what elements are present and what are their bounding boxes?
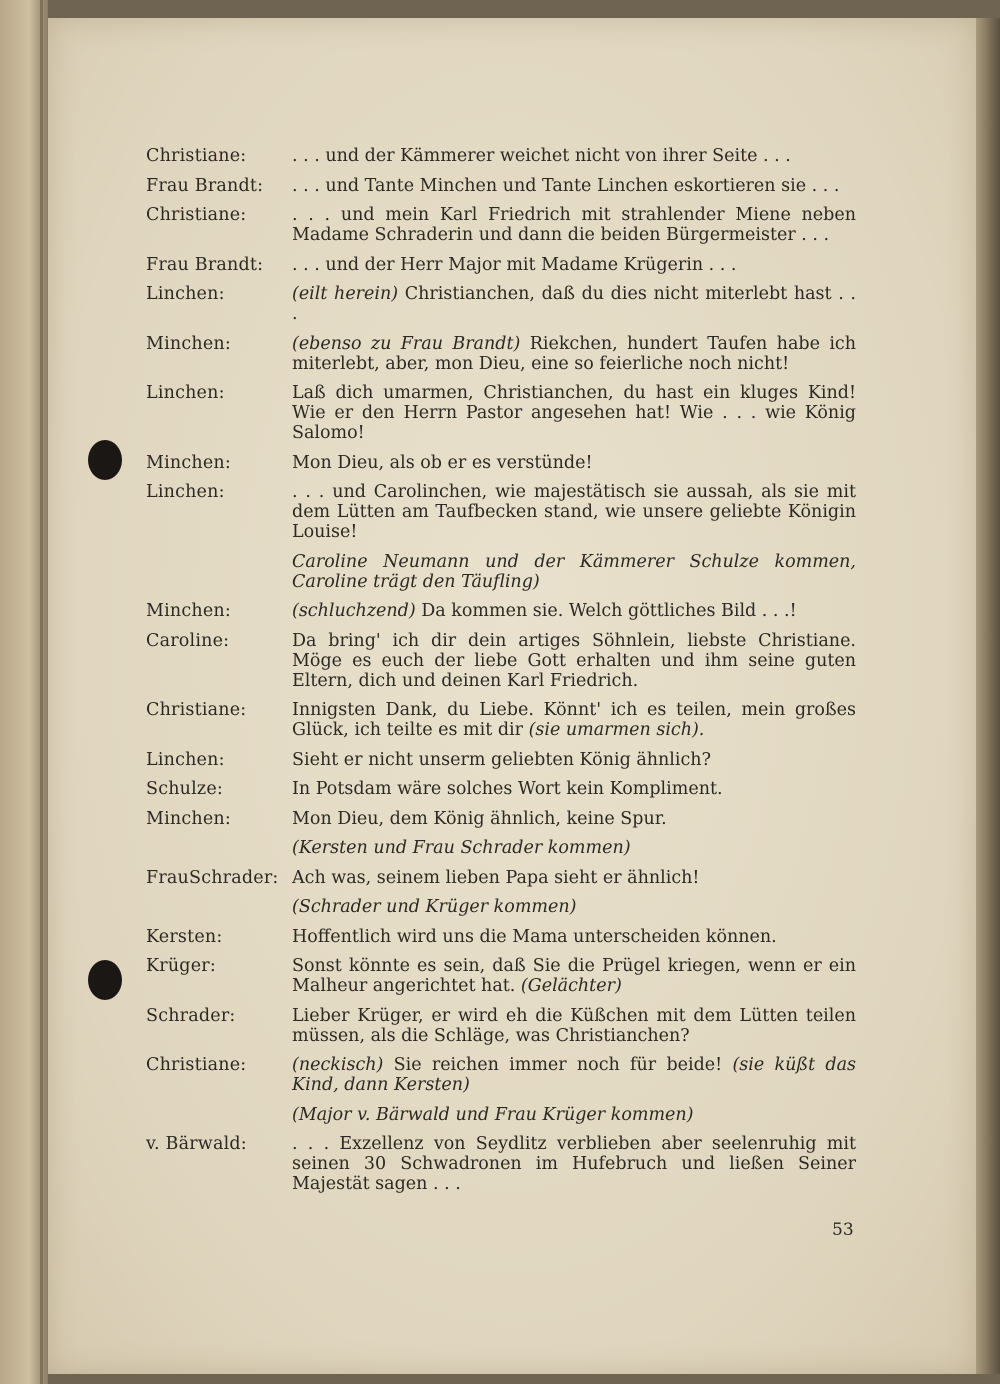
spoken-text: Ach was, seinem lieben Papa sieht er ähnlich! xyxy=(292,867,700,888)
spoken-text: Da bring' ich dir dein artiges Söhnlein, liebste Christiane. Möge es euch der liebe Gott erhalten und ihm seine guten Eltern, dich und deinen Karl Friedrich. xyxy=(292,630,856,691)
dialogue-text xyxy=(292,897,856,917)
speaker-name: Linchen: xyxy=(146,749,225,770)
spoken-text: . . . und der Herr Major mit Madame Krügerin . . . xyxy=(292,254,737,275)
stage-direction: Caroline Neumann und der Kämmerer Schulze kommen, Caroline trägt den Täufling) xyxy=(292,551,856,592)
stage-direction: (sie umarmen sich). xyxy=(528,720,705,740)
speaker-name: v. Bärwald: xyxy=(146,1134,247,1154)
dialogue-text xyxy=(292,838,856,858)
speaker-name: Schulze: xyxy=(146,779,224,799)
speaker-name: Linchen: xyxy=(146,284,225,304)
dialogue-text xyxy=(292,868,856,888)
dialogue-text xyxy=(292,956,856,996)
punch-hole xyxy=(88,960,122,1000)
spoken-text: Innigsten Dank, du Liebe. Könnt' ich es teilen, mein großes Glück, ich teilte es mit dir xyxy=(292,700,856,740)
stage-direction: (schluchzend) xyxy=(292,601,416,621)
dialogue-line xyxy=(146,383,856,443)
dialogue-line xyxy=(146,779,856,799)
dialogue-line xyxy=(146,631,856,691)
dialogue-text xyxy=(292,284,856,324)
stage-direction: (ebenso zu Frau Brandt) xyxy=(292,333,521,354)
dialogue-line xyxy=(146,700,856,740)
dialogue-line xyxy=(146,750,856,770)
spoken-text: In Potsdam wäre solches Wort kein Kompliment. xyxy=(292,779,723,799)
speaker-name: Kersten: xyxy=(146,926,223,947)
dialogue-text xyxy=(292,601,856,621)
speaker-name: Minchen: xyxy=(146,452,231,473)
spoken-text: . . . Exzellenz von Seydlitz verblieben aber seelenruhig mit seinen 30 Schwadronen im Hufebruch und ließen Seiner Majestät sagen . . . xyxy=(292,1134,856,1194)
speaker-name xyxy=(146,897,292,917)
spoken-text: Da kommen sie. Welch göttliches Bild . . .! xyxy=(415,601,797,621)
speaker-name: Christiane: xyxy=(146,205,247,225)
book-spine xyxy=(40,0,43,1384)
dialogue-text xyxy=(292,750,856,770)
dialogue-line xyxy=(146,1055,856,1095)
dialogue-text xyxy=(292,809,856,829)
stage-direction: (sie küßt das Kind, dann Kersten) xyxy=(292,1055,856,1095)
speaker-name: Linchen: xyxy=(146,383,225,403)
dialogue-text xyxy=(292,700,856,740)
spoken-text: . . . und mein Karl Friedrich mit strahlender Miene neben Madame Schraderin und dann die beiden Bürgermeister . . . xyxy=(292,205,856,245)
dialogue-line xyxy=(146,255,856,275)
dialogue-text xyxy=(292,383,856,443)
stage-direction: (Schrader und Krüger kommen) xyxy=(292,897,577,917)
dialogue-text xyxy=(292,453,856,473)
spoken-text: . . . und Carolinchen, wie majestätisch sie aussah, als sie mit dem Lütten am Taufbecken stand, wie unsere geliebte Königin Louise! xyxy=(292,482,856,542)
spoken-text: Christianchen, daß du dies nicht miterlebt hast . . . xyxy=(292,284,856,324)
speaker-name xyxy=(146,838,292,858)
spoken-text: Mon Dieu, dem König ähnlich, keine Spur. xyxy=(292,808,667,829)
speaker-name xyxy=(146,1105,292,1125)
spoken-text: Sieht er nicht unserm geliebten König ähnlich? xyxy=(292,749,711,770)
spoken-text: Riekchen, hundert Taufen habe ich miterlebt, aber, mon Dieu, eine so feierliche noch nicht! xyxy=(292,333,856,374)
punch-hole xyxy=(88,440,122,480)
speaker-name: Christiane: xyxy=(146,700,247,720)
dialogue-line xyxy=(146,927,856,947)
dialogue-line xyxy=(146,601,856,621)
speaker-name: Linchen: xyxy=(146,482,225,502)
dialogue-text xyxy=(292,1055,856,1095)
stage-direction: (neckisch) xyxy=(292,1055,384,1075)
stage-direction: (Gelächter) xyxy=(520,976,622,996)
spoken-text: Sie reichen immer noch für beide! xyxy=(383,1055,733,1075)
speaker-name: Minchen: xyxy=(146,333,231,354)
speaker-name: Minchen: xyxy=(146,808,231,829)
speaker-name: Schrader: xyxy=(146,1005,236,1026)
dialogue-line xyxy=(146,482,856,542)
dialogue-text xyxy=(292,176,856,196)
dialogue-line xyxy=(146,1006,856,1046)
dialogue-line xyxy=(146,284,856,324)
dialogue-text xyxy=(292,552,856,592)
page-number: 53 xyxy=(832,1220,854,1240)
dialogue-line xyxy=(146,897,856,917)
speaker-name: Minchen: xyxy=(146,601,231,621)
dialogue-line xyxy=(146,453,856,473)
dialogue-line xyxy=(146,146,856,166)
dialogue-text xyxy=(292,779,856,799)
spoken-text: Lieber Krüger, er wird eh die Küßchen mit dem Lütten teilen müssen, als die Schläge, was Christianchen? xyxy=(292,1005,856,1046)
dialogue-text xyxy=(292,1134,856,1194)
dialogue-line xyxy=(146,552,856,592)
page-edge-shadow xyxy=(976,18,1000,1374)
stage-direction: (Kersten und Frau Schrader kommen) xyxy=(292,838,631,858)
dialogue-text xyxy=(292,482,856,542)
dialogue-text xyxy=(292,1006,856,1046)
dialogue-text xyxy=(292,146,856,166)
stage-direction: (Major v. Bärwald und Frau Krüger kommen) xyxy=(292,1104,694,1125)
dialogue-text xyxy=(292,1105,856,1125)
dialogue-line xyxy=(146,205,856,245)
dialogue-line xyxy=(146,334,856,374)
speaker-name: Christiane: xyxy=(146,146,247,166)
speaker-name xyxy=(146,552,292,592)
spoken-text: Hoffentlich wird uns die Mama unterscheiden können. xyxy=(292,926,777,947)
dialogue-text xyxy=(292,927,856,947)
play-script xyxy=(146,146,856,1204)
dialogue-line xyxy=(146,1105,856,1125)
dialogue-line xyxy=(146,176,856,196)
dialogue-line xyxy=(146,838,856,858)
speaker-name: Krüger: xyxy=(146,956,216,976)
dialogue-text xyxy=(292,631,856,691)
dialogue-text xyxy=(292,334,856,374)
dialogue-line xyxy=(146,809,856,829)
dialogue-text xyxy=(292,205,856,245)
speaker-name: FrauSchrader: xyxy=(146,867,279,888)
dialogue-line xyxy=(146,1134,856,1194)
dialogue-line xyxy=(146,956,856,996)
speaker-name: Christiane: xyxy=(146,1055,247,1075)
spoken-text: . . . und Tante Minchen und Tante Linchen eskortieren sie . . . xyxy=(292,175,840,196)
speaker-name: Caroline: xyxy=(146,630,230,651)
dialogue-line xyxy=(146,868,856,888)
spoken-text: . . . und der Kämmerer weichet nicht von ihrer Seite . . . xyxy=(292,146,791,166)
speaker-name: Frau Brandt: xyxy=(146,175,264,196)
spoken-text: Laß dich umarmen, Christianchen, du hast ein kluges Kind! Wie er den Herrn Pastor angesehen hat! Wie . . . wie König Salomo! xyxy=(292,383,856,443)
stage-direction: (eilt herein) xyxy=(292,284,399,304)
spoken-text: Sonst könnte es sein, daß Sie die Prügel kriegen, wenn er ein Malheur angerichtet hat. xyxy=(292,956,856,996)
speaker-name: Frau Brandt: xyxy=(146,254,264,275)
dialogue-text xyxy=(292,255,856,275)
spoken-text: Mon Dieu, als ob er es verstünde! xyxy=(292,452,593,473)
